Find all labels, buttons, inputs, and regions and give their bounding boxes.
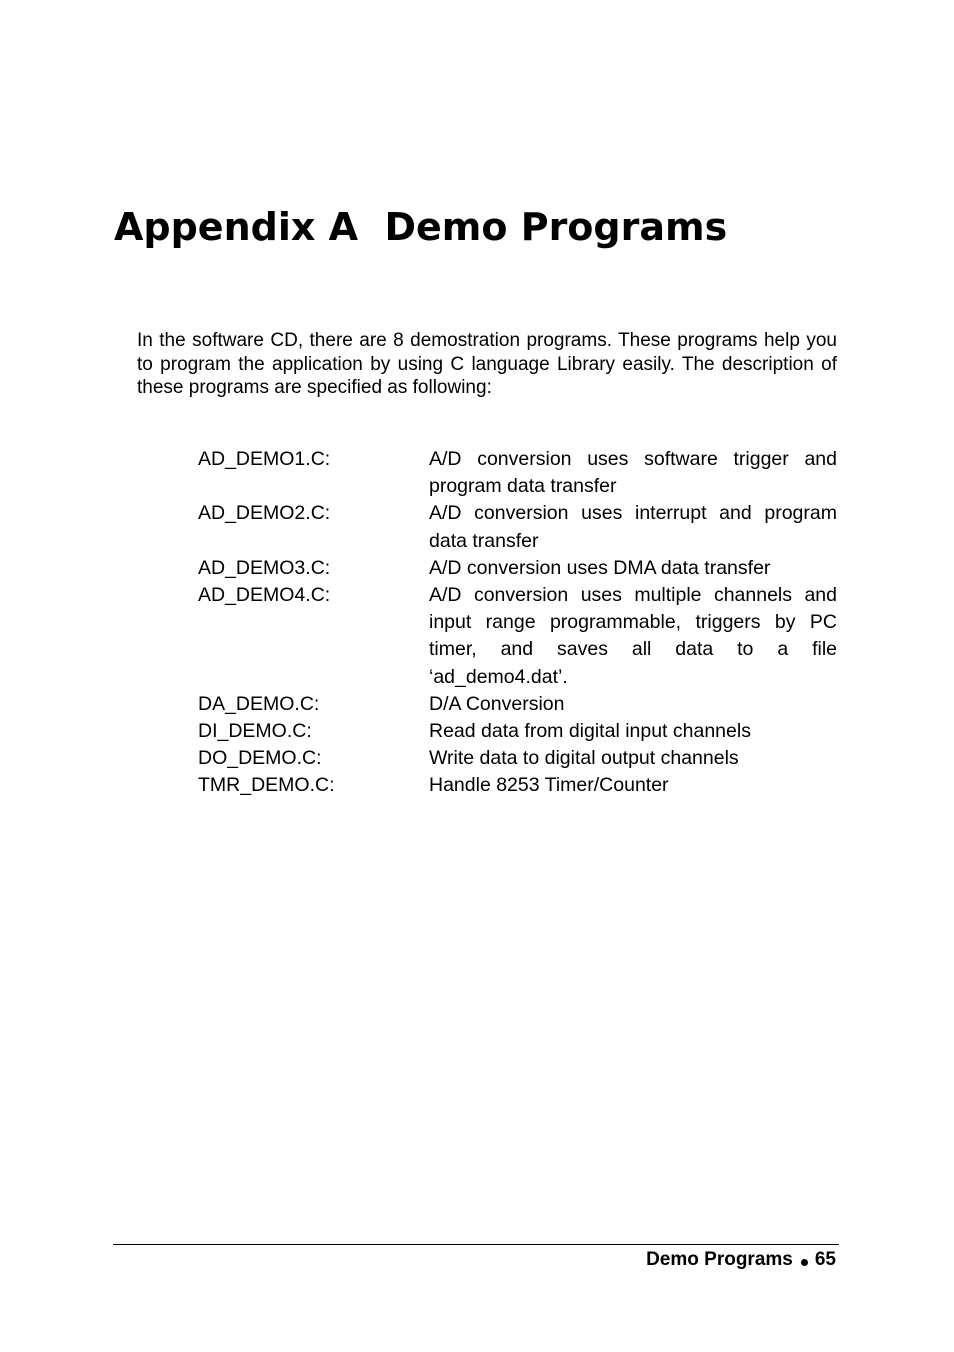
program-row bbox=[198, 555, 837, 582]
program-row bbox=[198, 500, 837, 554]
program-description: Read data from digital input channels bbox=[429, 720, 751, 743]
program-description: D/A Conversion bbox=[429, 692, 565, 715]
program-description: Handle 8253 Timer/Counter bbox=[429, 774, 669, 797]
program-description: A/D conversion uses software trigger and program data transfer bbox=[429, 448, 837, 498]
program-name: AD_DEMO4.C: bbox=[198, 584, 331, 607]
page-footer bbox=[646, 1248, 836, 1272]
program-name: AD_DEMO3.C: bbox=[198, 556, 331, 579]
page-number: 65 bbox=[814, 1249, 836, 1270]
footer-divider bbox=[113, 1244, 839, 1245]
program-name: DA_DEMO.C: bbox=[198, 692, 320, 715]
intro-paragraph: In the software CD, there are 8 demostration programs. These programs help you to program the application by using C language Library easily. The description of these programs are specified as following: bbox=[137, 330, 837, 398]
program-name: TMR_DEMO.C: bbox=[198, 774, 335, 797]
program-row bbox=[198, 718, 837, 745]
program-name: DO_DEMO.C: bbox=[198, 747, 322, 770]
program-name: AD_DEMO1.C: bbox=[198, 448, 331, 470]
program-description: A/D conversion uses multiple channels and input range programmable, triggers by PC timer, and saves all data to a file ‘ad_demo4.dat’. bbox=[429, 584, 837, 688]
program-row bbox=[198, 745, 837, 772]
program-name: DI_DEMO.C: bbox=[198, 720, 312, 743]
program-row bbox=[198, 772, 837, 799]
program-description: A/D conversion uses interrupt and program data transfer bbox=[429, 502, 837, 552]
program-name: AD_DEMO2.C: bbox=[198, 502, 331, 525]
program-row bbox=[198, 691, 837, 718]
program-description: Write data to digital output channels bbox=[429, 747, 739, 770]
program-list bbox=[198, 446, 837, 800]
footer-section-title: Demo Programs bbox=[646, 1249, 793, 1270]
program-row bbox=[198, 446, 837, 500]
program-row bbox=[198, 582, 837, 691]
bullet-icon bbox=[801, 1259, 808, 1266]
program-description: A/D conversion uses DMA data transfer bbox=[429, 556, 771, 579]
page-title: Appendix A Demo Programs bbox=[114, 205, 728, 249]
